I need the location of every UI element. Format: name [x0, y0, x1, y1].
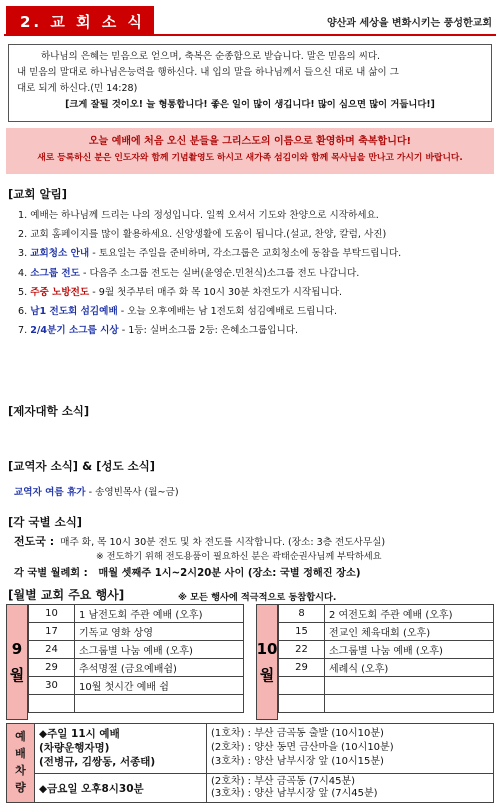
nations-title: [각 국별 소식] [8, 515, 83, 529]
friday-routes: (2호차) : 부산 금곡동 (7시45분) (3호차) : 양산 남부시장 앞 (7시45분) [211, 776, 378, 799]
calendar-note: ※ 모든 행사에 적극적으로 동참합시다. [178, 592, 337, 603]
friday-service-cell: ◆금요일 오후8시30분 [35, 774, 207, 802]
evangelism-notice: 전도국 : 매주 화, 목 10시 30분 전도 및 차 전도를 시작합니다. (장소: 3층 전도사무실) [14, 535, 386, 548]
calendar-row [29, 695, 244, 713]
church-news-list [18, 206, 494, 340]
calendar-row: 8 2 여전도회 주관 예배 (오후) [279, 605, 494, 623]
news-item: 5. 주중 노방전도 - 9월 첫주부터 매주 화 목 10시 30분 차전도가 시작됩니다. [18, 286, 343, 298]
news-item: 1. 예배는 하나님께 드리는 나의 정성입니다. 일찍 오셔서 기도와 찬양으로 시작하세요. [18, 210, 379, 221]
bus-label: 예배차량 [7, 724, 35, 802]
pastor-title: [교역자 소식] & [성도 소식] [8, 459, 156, 473]
pastor-vacation: 교역자 여름 휴가 - 송영빈목사 (월~금) [14, 487, 179, 498]
verse-line: 대로 되게 하신다.(민 14:28) [17, 83, 138, 94]
calendar-title: [월별 교회 주요 행사] [8, 588, 125, 602]
verse-line: 내 믿음의 말대로 하나님은능력을 행하신다. 내 입의 말을 하나님께서 들으신 대로 내 삶이 그 [17, 67, 399, 78]
news-item: 3. 교회청소 안내 - 토요일는 주일을 준비하며, 각소그룹은 교회청소에 동참을 부탁드립니다. [18, 248, 402, 260]
month-label-oct: 10 월 [256, 604, 278, 720]
verse-line: 하나님의 은혜는 믿음으로 얻으며, 축복은 순종함으로 받습니다. 말은 믿음의 씨다. [41, 51, 381, 62]
evangelism-note: ※ 전도하기 위해 전도용품이 필요하신 분은 곽태순권사님께 부탁하세요 [96, 551, 382, 562]
page-header [4, 4, 496, 36]
church-news-title: [교회 알림] [8, 187, 67, 201]
month-label-sep: 9 월 [6, 604, 28, 720]
news-item: 7. 2/4분기 소그룹 시상 - 1등: 실버소그룹 2등: 은혜소그룹입니다. [18, 325, 299, 337]
calendar-row: 24 소그룹별 나눔 예배 (오후) [29, 641, 244, 659]
calendar-row: 22 소그룹별 나눔 예배 (오후) [279, 641, 494, 659]
calendar-row [279, 677, 494, 695]
welcome-line: 오늘 예배에 처음 오신 분들을 그리스도의 이름으로 환영하며 축복합니다! [88, 136, 412, 147]
news-item: 6. 남1 전도회 섬김예배 - 오늘 오후예배는 남 1전도회 섬김예배로 드립니다. [18, 306, 338, 318]
calendar-october [278, 604, 494, 713]
calendar-september [28, 604, 244, 713]
calendar-row: 29 추석명절 (금요예배쉼) [29, 659, 244, 677]
calendar-row: 29 세례식 (오후) [279, 659, 494, 677]
section-title: 2. 교 회 소 식 [6, 6, 154, 34]
welcome-banner [6, 128, 494, 174]
church-slogan: 양산과 세상을 변화시키는 풍성한교회 [326, 18, 492, 29]
disciple-title: [제자대학 소식] [8, 404, 90, 418]
verse-box [8, 44, 492, 122]
calendar-row: 15 전교인 체육대회 (오후) [279, 623, 494, 641]
calendar-row [279, 695, 494, 713]
welcome-line: 새로 등록하신 분은 인도자와 함께 기념촬영도 하시고 새가족 섬김이와 함께 목사님을 만나고 가시기 바랍니다. [37, 153, 463, 163]
worship-bus-schedule [6, 723, 494, 803]
sunday-service-cell: ◆주일 11시 예배 (차량운행자명) (전병규, 김쌍동, 서종태) [35, 724, 207, 774]
calendar-row: 10 1 남전도회 주관 예배 (오후) [29, 605, 244, 623]
news-item: 4. 소그룹 전도 - 다음주 소그룹 전도는 실버(윤영순.민천식)소그룹 전도 나갑니다. [18, 267, 360, 279]
monthly-meeting: 각 국별 월례회 : 매월 셋째주 1시~2시20분 사이 (장소: 국별 정해진 장소) [14, 568, 361, 579]
verse-declaration: [크게 잘될 것이오! 늘 형통합니다! 좋은 일이 많이 생깁니다! 많이 심으면 많이 거둡니다!] [65, 99, 435, 110]
news-item: 2. 교회 홈페이지를 많이 활용하세요. 신앙생활에 도움이 됩니다.(설교, 찬양, 칼럼, 사진) [18, 229, 387, 241]
sunday-routes: (1호차) : 부산 금곡동 출발 (10시10분) (2호차) : 양산 동면 금산마을 (10시10분) (3호차) : 양산 남부시장 앞 (10시15분) [207, 724, 494, 774]
calendar-row: 17 기독교 영화 상영 [29, 623, 244, 641]
calendar-row: 30 10월 첫시간 예배 쉼 [29, 677, 244, 695]
